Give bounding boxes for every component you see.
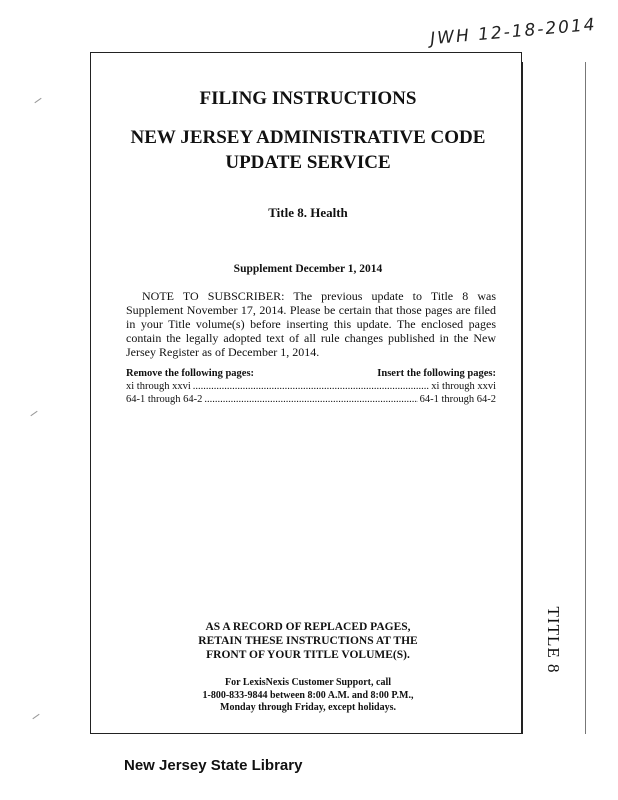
- spine-edge: [585, 62, 586, 734]
- pages-table: [126, 367, 496, 406]
- record-instruction: [108, 620, 508, 662]
- pages-table-header: [126, 367, 496, 380]
- spine-divider: [522, 62, 523, 734]
- insert-header: Insert the following pages:: [377, 368, 496, 379]
- subtitle-line: UPDATE SERVICE: [225, 152, 391, 173]
- subtitle-line: NEW JERSEY ADMINISTRATIVE CODE: [130, 127, 486, 148]
- remove-header: Remove the following pages:: [126, 368, 255, 379]
- margin-mark: [34, 98, 41, 103]
- insert-pages: 64-1 through 64-2: [419, 394, 496, 405]
- record-line: FRONT OF YOUR TITLE VOLUME(S).: [206, 649, 410, 661]
- record-line: AS A RECORD OF REPLACED PAGES,: [205, 621, 411, 633]
- support-line: For LexisNexis Customer Support, call: [224, 677, 391, 688]
- subscriber-note: [126, 289, 496, 359]
- support-line: Monday through Friday, except holidays.: [220, 702, 396, 713]
- document-subtitle: [108, 125, 508, 175]
- dot-leader: [193, 380, 430, 393]
- record-line: RETAIN THESE INSTRUCTIONS AT THE: [198, 635, 418, 647]
- library-footer: New Jersey State Library: [124, 757, 303, 774]
- insert-pages: xi through xxvi: [431, 381, 496, 392]
- dot-leader: [204, 393, 417, 406]
- document-title: FILING INSTRUCTIONS: [199, 88, 417, 109]
- support-line: 1-800-833-9844 between 8:00 A.M. and 8:00 P.M.,: [202, 689, 414, 701]
- table-row: [126, 393, 496, 406]
- subscriber-note-text: NOTE TO SUBSCRIBER: The previous update to Title 8 was Supplement November 17, 2014. Please be certain that those pages are filed in your Title volume(s) before inserting this update. The enclosed pages contain the legally adopted text of all rule changes published in the New Jersey Register as of December 1, 2014.: [126, 289, 496, 359]
- support-info: [108, 677, 508, 715]
- remove-pages: xi through xxvi: [126, 381, 191, 392]
- remove-pages: 64-1 through 64-2: [126, 394, 203, 405]
- handwritten-annotation: JWH 12-18-2014: [429, 14, 598, 50]
- supplement-date: Supplement December 1, 2014: [233, 263, 383, 275]
- spine-label: TITLE 8: [544, 606, 563, 674]
- margin-mark: [30, 411, 37, 416]
- table-row: [126, 380, 496, 393]
- title-section: Title 8. Health: [268, 205, 348, 220]
- margin-mark: [32, 714, 39, 719]
